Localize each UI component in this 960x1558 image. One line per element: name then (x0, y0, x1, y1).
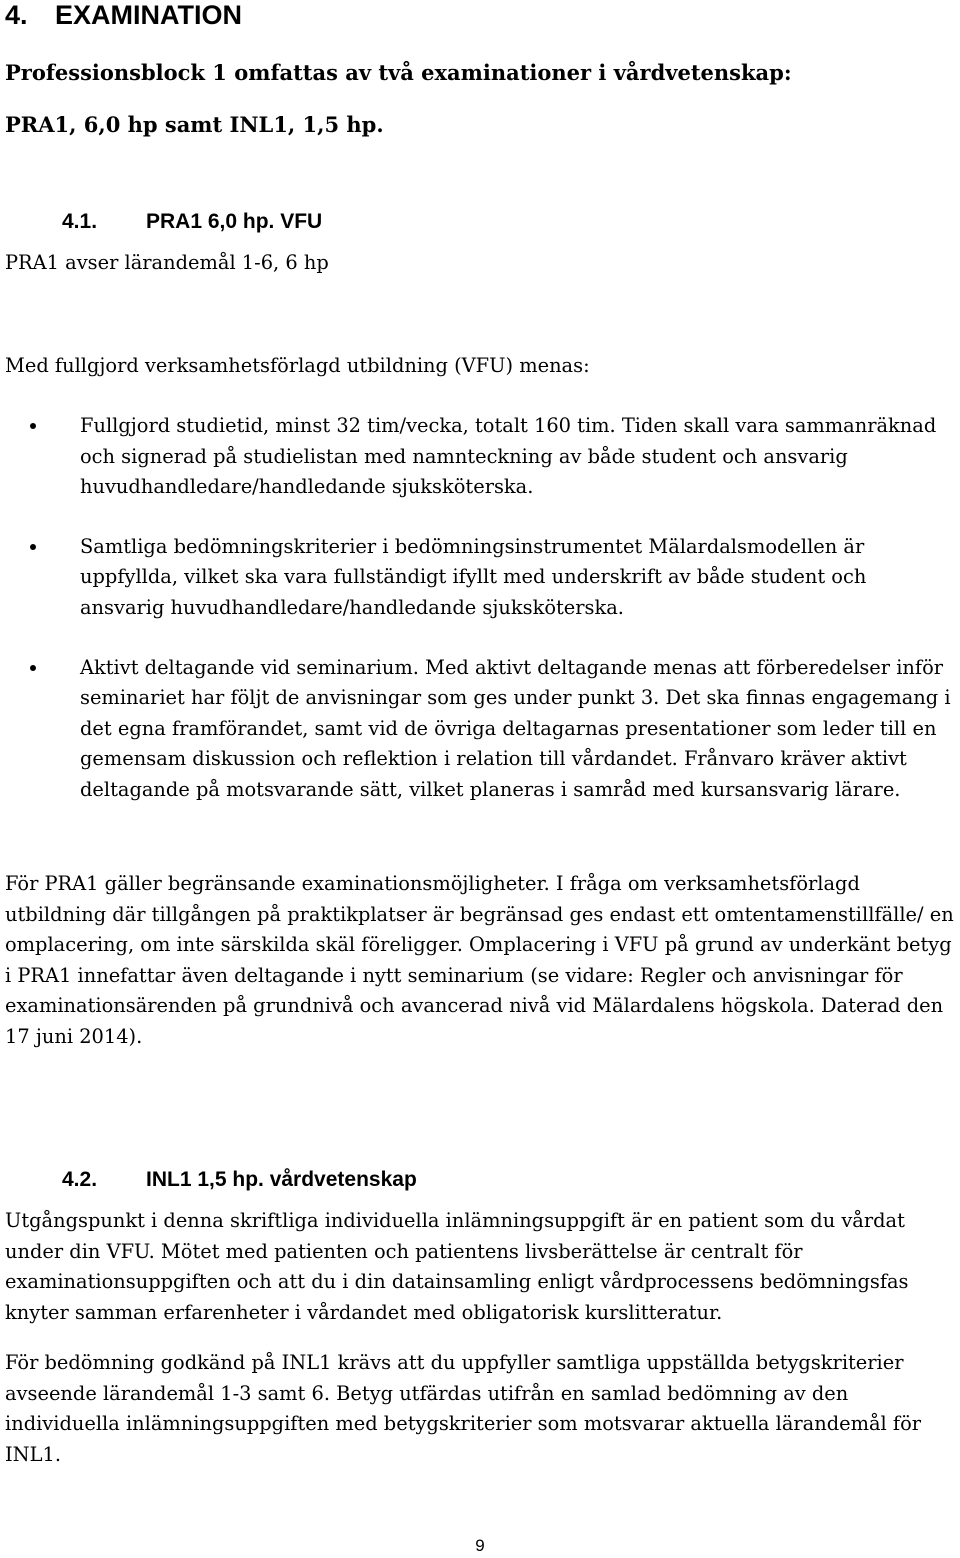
section-4-1-heading (62, 207, 322, 237)
section-4-1-number: 4.1. (62, 210, 98, 233)
intro-line-2: PRA1, 6,0 hp samt INL1, 1,5 hp. (5, 112, 384, 137)
bullet-icon (30, 665, 36, 671)
section-4-2-heading (62, 1165, 417, 1195)
list-item (0, 532, 960, 624)
section-4-heading (5, 0, 242, 30)
page-number: 9 (475, 1536, 485, 1555)
pra1-examination-limits: För PRA1 gäller begränsande examinationsmöjligheter. I fråga om verksamhetsförlagd utbildning där tillgången på praktikplatser är begränsad ges endast ett omtentamenstillfälle/ en omplacering, om inte särskilda skäl föreligger. Omplacering i VFU på grund av underkänt betyg i PRA1 innefattar även deltagande i nytt seminarium (se vidare: Regler och anvisningar för examinationsärenden på grundnivå och avancerad nivå vid Mälardalens högskola. Daterad den 17 juni 2014). (5, 872, 954, 1048)
list-item-text: Fullgjord studietid, minst 32 tim/vecka, totalt 160 tim. Tiden skall vara sammanräknad och signerad på studielistan med namnteckning av både student och ansvarig huvudhandledare/handledande sjuksköterska. (80, 414, 937, 499)
pra1-learning-goals: PRA1 avser lärandemål 1-6, 6 hp (5, 251, 329, 274)
intro-line-1: Professionsblock 1 omfattas av två examinationer i vårdvetenskap: (5, 60, 792, 85)
vfu-definition-intro: Med fullgjord verksamhetsförlagd utbildning (VFU) menas: (5, 354, 590, 377)
list-item (0, 653, 960, 806)
inl1-description: Utgångspunkt i denna skriftliga individuella inlämningsuppgift är en patient som du vårdat under din VFU. Mötet med patienten och patientens livsberättelse är centralt för examinationsuppgiften och att du i din datainsamling enligt vårdprocessens bedömningsfas knyter samman erfarenheter i vårdandet med obligatorisk kurslitteratur. (5, 1209, 909, 1324)
inl1-grading: För bedömning godkänd på INL1 krävs att du uppfyller samtliga uppställda betygskriterier avseende lärandemål 1-3 samt 6. Betyg utfärdas utifrån en samlad bedömning av den individuella inlämningsuppgiften med betygskriterier som motsvarar aktuella lärandemål för INL1. (5, 1351, 922, 1466)
section-4-1-title: PRA1 6,0 hp. VFU (146, 210, 323, 233)
section-4-number: 4. (5, 0, 28, 30)
bullet-icon (30, 544, 36, 550)
list-item (0, 411, 960, 503)
section-4-2-number: 4.2. (62, 1168, 98, 1191)
bullet-icon (30, 423, 36, 429)
section-4-title: EXAMINATION (55, 0, 242, 30)
list-item-text: Samtliga bedömningskriterier i bedömningsinstrumentet Mälardalsmodellen är uppfyllda, vilket ska vara fullständigt ifyllt med underskrift av både student och ansvarig huvudhandledare/handledande sjuksköterska. (80, 534, 867, 619)
list-item-text: Aktivt deltagande vid seminarium. Med aktivt deltagande menas att förberedelser inför seminariet har följt de anvisningar som ges under punkt 3. Det ska finnas engagemang i det egna framförandet, samt vid de övriga deltagarnas presentationer som leder till en gemensam diskussion och reflektion i relation till vårdandet. Frånvaro kräver aktivt deltagande på motsvarande sätt, vilket planeras i samråd med kursansvarig lärare. (80, 655, 951, 801)
vfu-criteria-list (0, 411, 960, 806)
section-4-2-title: INL1 1,5 hp. vårdvetenskap (146, 1168, 417, 1191)
